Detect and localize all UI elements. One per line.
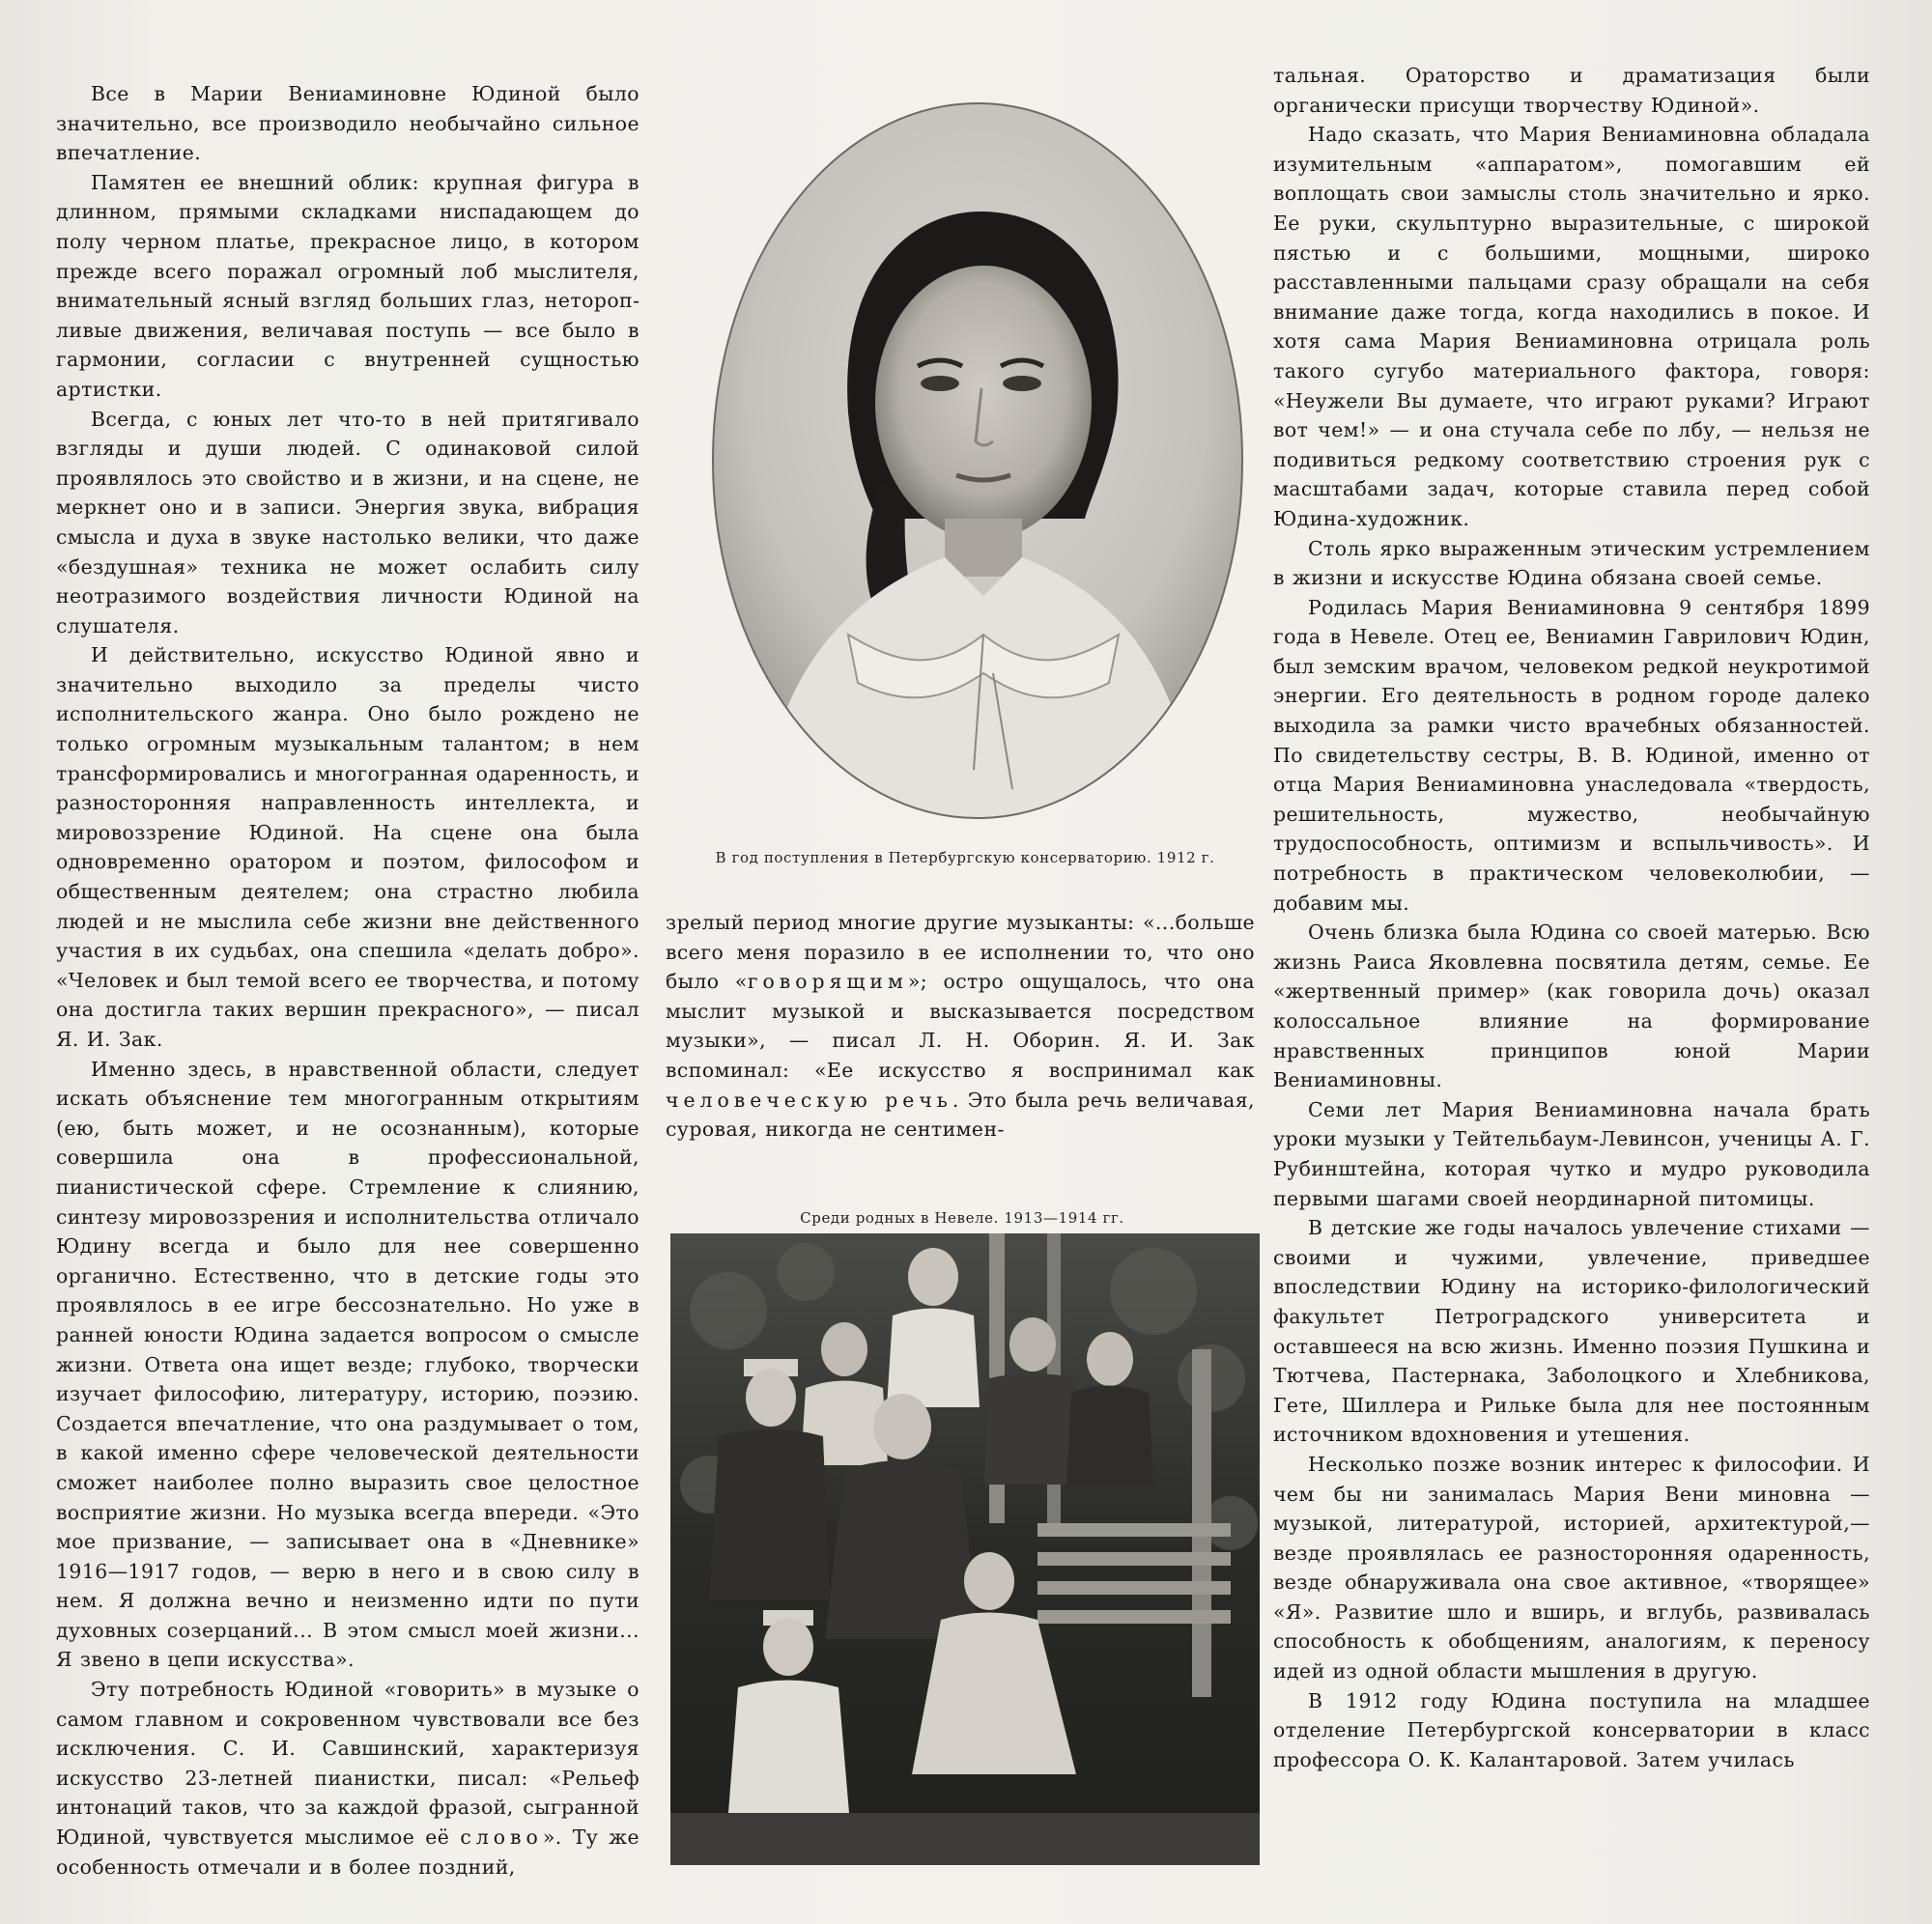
paragraph: Несколько позже возник интерес к философии. И чем бы ни занималась Мария Вени миновна — музыкой, литературой, историей, архитектурой,— везде проявлялась ее разносторонняя одаренность, везде обнаруживала она свое активное, «творящее» «Я». Развитие шло и вширь, и вглубь, развивалась способность к обобщениям, аналогиям, к переносу идей из одной области мышления в другую.: [1273, 1452, 1870, 1684]
family-photo: [670, 1233, 1260, 1865]
paragraph-text: ». Ту же особенность отмечали и в более поздний,: [56, 1825, 639, 1879]
emphasized-word: человеческую речь: [666, 1088, 952, 1112]
right-text-column: [1273, 61, 1870, 1774]
family-photo-caption: Среди родных в Невеле. 1913—1914 гг.: [800, 1209, 1124, 1227]
paragraph: В детские же годы началось увлечение стихами — своими и чужими, увлечение, приведшее впоследствии Юдину на историко-филологический факультет Петроградского университета и оставшееся на всю жизнь. Именно поэзия Пушкина и Тютчева, Пастернака, Заболоцкого и Хлебникова, Гете, Шиллера и Рильке была для нее постоянным источником вдохновения и утешения.: [1273, 1216, 1870, 1447]
paragraph: тальная. Ораторство и драматизация были органически присущи творчеству Юдиной».: [1273, 64, 1870, 117]
paragraph: [56, 1675, 639, 1882]
emphasized-word: говорящим: [747, 970, 908, 994]
paragraph: Столь ярко выраженным этическим устремлением в жизни и искусстве Юдина обязана своей семье.: [1273, 536, 1870, 590]
paragraph: Семи лет Мария Вениаминовна начала брать уроки музыки у Тейтельбаум-Левинсон, ученицы А. Г. Рубинштейна, которая чутко и мудро руководила первыми шагами своей неординарной питомицы.: [1273, 1097, 1870, 1210]
paragraph-text: зрелый период многие другие музыканты: «...больше всего меня поразило в ее исполнении то, что оно было «: [666, 911, 1255, 994]
paragraph: [666, 908, 1255, 1145]
paragraph: Надо сказать, что Мария Вениаминовна обладала изумительным «аппаратом», помогавшим ей воплощать свои замыслы столь значительно и ярко. Ее руки, скульптурно выразительные, с широкой пястью и с большими, мощными, широко расставленными пальцами сразу обращали на себя внимание даже тогда, когда находились в покое. И хотя сама Мария Вениаминовна отрицала роль такого сугубо материального фактора, говоря: «Неужели Вы думаете, что играют руками? Играют вот чем!» — и она стучала себе по лбу, — нельзя не подивиться редкому соответствию строения рук с масштабами задач, которые ставила перед собой Юдина-художник.: [1273, 123, 1870, 530]
paragraph-text: Эту потребность Юдиной «говорить» в музыке о самом главном и сокровенном чувствовали все без исключения. С. И. Савшинский, характеризуя искусство 23-летней пианистки, писал: «Рельеф интонаций таков, что за каждой фразой, сыгранной Юдиной, чувствуется мыслимое её: [56, 1678, 639, 1850]
emphasized-word: слово: [460, 1825, 543, 1850]
paragraph: Очень близка была Юдина со своей матерью. Всю жизнь Раиса Яковлевна посвятила детям, семье. Ее «жертвенный пример» (как говорила дочь) оказал колоссальное влияние на формирование нравственных принципов юной Марии Вениаминовны.: [1273, 920, 1870, 1092]
paragraph: В 1912 году Юдина поступила на младшее отделение Петербургской консерватории в класс профессора О. К. Калантаровой. Затем училась: [1273, 1688, 1870, 1771]
left-text-column: [56, 79, 639, 1882]
portrait-caption: В год поступления в Петербургскую консерваторию. 1912 г.: [715, 849, 1215, 866]
paragraph: И действительно, искусство Юдиной явно и значительно выходило за пределы чисто исполнительского жанра. Оно было рождено не только огромным музыкальным талантом; в нем трансформировались и многогранная одаренность, и разносторонняя направленность интеллекта, и мировоззрение Юдиной. На сцене она была одновременно оратором и поэтом, философом и общественным деятелем; она страстно любила людей и не мыслила себе жизни вне действенного участия в их судьбах, она спешила «делать добро». «Человек и был темой всего ее творчества, и потому она достигла таких вершин прекрасного», — писал Я. И. Зак.: [56, 643, 639, 1051]
paragraph: Родилась Мария Вениаминовна 9 сентября 1899 года в Невеле. Отец ее, Вениамин Гаврилович Юдин, был земским врачом, человеком редкой неукротимой энергии. Его деятельность в родном городе далеко выходила за рамки чисто врачебных обязанностей. По свидетельству сестры, В. В. Юдиной, именно от отца Мария Вениаминовна унаследовала «твердость, решительность, мужество, необычайную трудоспособность, оптимизм и вспыльчивость». И потребность в практическом человеколюбии, — добавим мы.: [1273, 595, 1870, 915]
portrait-photo-graphic: [703, 94, 1252, 828]
paragraph: Всегда, с юных лет что-то в ней притягивало взгляды и души людей. С одинаковой силой проявлялось это свойство и в жизни, и на сцене, не меркнет оно и в записи. Энергия звука, вибрация смысла и духа в звуке настолько велики, что даже «бездушная» техника не может ослабить силу неотразимого воздействия личности Юдиной на слушателя.: [56, 407, 639, 637]
paragraph: Памятен ее внешний облик: крупная фигура в длинном, прямыми складками ниспадающем до полу черном платье, прекрасное лицо, в котором прежде всего поражал огромный лоб мыслителя, внимательный ясный взгляд больших глаз, неторопливые движения, величавая поступь — все было в гармонии, согласии с внутренней сущностью артистки.: [56, 170, 639, 401]
portrait-photo: [703, 94, 1252, 828]
paragraph-text: »; остро ощущалось, что она мыслит музыкой и высказывается посредством музыки», — писал Л. Н. Оборин. Я. И. Зак вспоминал: «Ее искусство я воспринимал как: [666, 970, 1255, 1082]
paragraph: Именно здесь, в нравственной области, следует искать объяснение тем многогранным открытиям (ею, быть может, и не осознанным), которые совершила она в профессиональной, пианистической сфере. Стремление к слиянию, синтезу мировоззрения и исполнительства отличало Юдину всегда и было для нее совершенно органично. Естественно, что в детские годы это проявлялось в ее игре бессознательно. Но уже в ранней юности Юдина задается вопросом о смысле жизни. Ответа она ищет везде; глубоко, творчески изучает философию, литературу, историю, поэзию. Создается впечатление, что она раздумывает о том, в какой именно сфере человеческой деятельности сможет наиболее полно выразить свое целостное восприятие жизни. Но музыка всегда впереди. «Это мое призвание, — записывает она в «Дневнике» 1916—1917 годов, — верю в него и в свою силу в нем. Я должна вечно и неизменно идти по пути духовных созерцаний... В этом смысл моей жизни... Я звено в цепи искусства».: [56, 1057, 639, 1672]
paragraph-text: . Это была речь величавая, суровая, никогда не сентимен-: [666, 1088, 1255, 1142]
middle-text-column: [666, 908, 1255, 1145]
paragraph: Все в Марии Вениаминовне Юдиной было значительно, все производило необычайно сильное впечатление.: [56, 82, 639, 165]
family-photo-graphic: [670, 1233, 1260, 1865]
